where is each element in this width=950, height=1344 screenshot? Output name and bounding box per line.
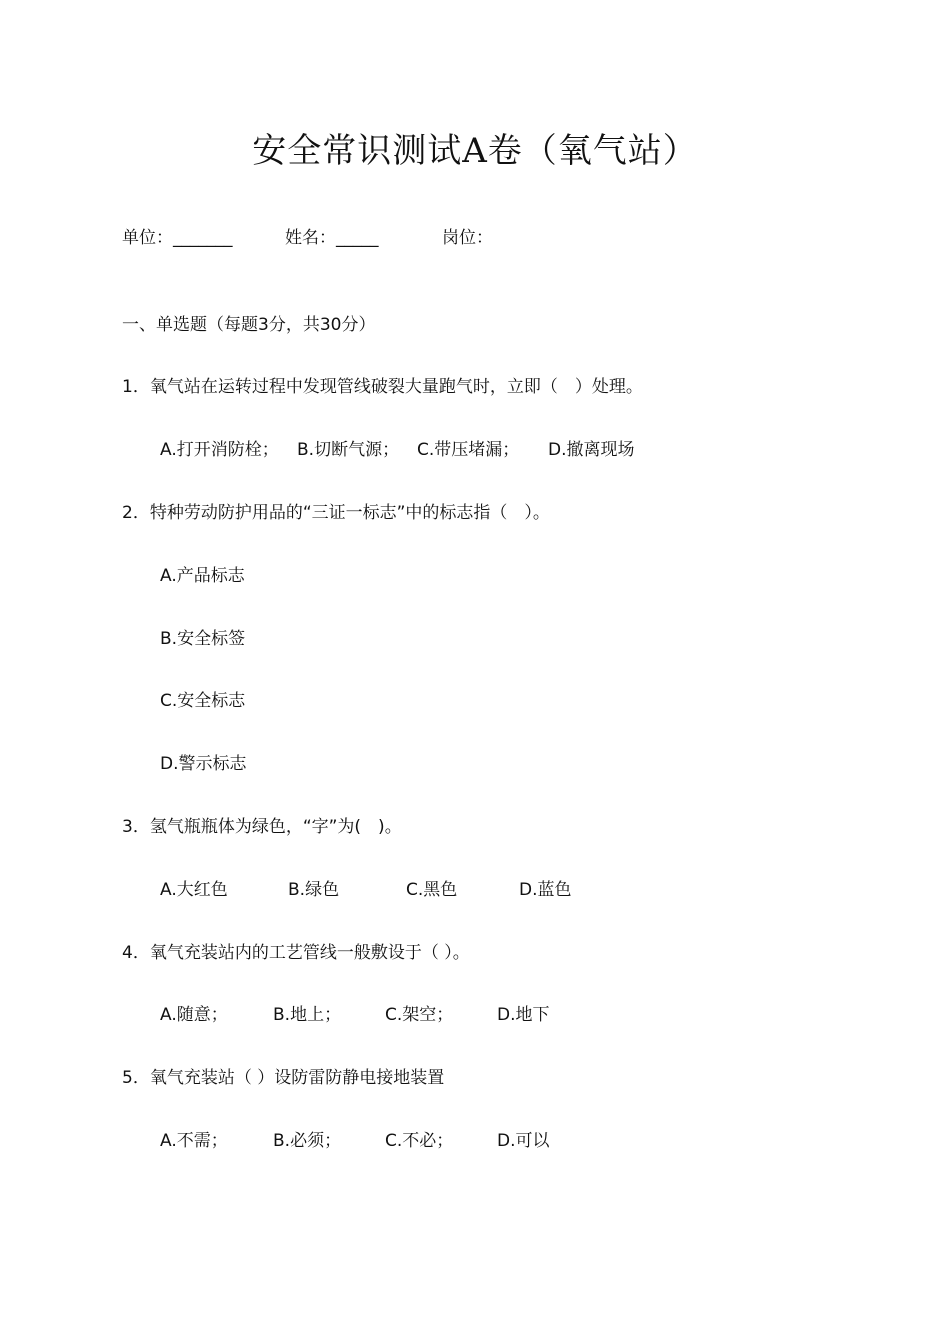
info-line [122, 226, 822, 250]
option-b: B.地上； [273, 1005, 342, 1025]
question-options [160, 878, 860, 902]
option-d: D.地下 [497, 1005, 550, 1025]
option-d: D.蓝色 [519, 880, 572, 900]
section-heading: 一、单选题（每题3分，共30分） [122, 315, 376, 335]
unit-field: 单位：_______ [122, 228, 233, 248]
document-title: 安全常识测试A卷（氧气站） [252, 131, 698, 171]
option-c: C.黑色 [406, 880, 458, 900]
option-a: A.随意； [160, 1005, 228, 1025]
option-a: A.产品标志 [160, 566, 245, 586]
option-a: A.大红色 [160, 880, 228, 900]
question-stem: 5．氧气充装站（ ）设防雷防静电接地装置 [122, 1068, 445, 1088]
question-options [160, 1003, 860, 1027]
question-stem: 2．特种劳动防护用品的“三证一标志”中的标志指（ ）。 [122, 503, 550, 523]
option-c: C.带压堵漏； [417, 440, 520, 460]
question-options [160, 1129, 860, 1153]
name-field: 姓名：_____ [285, 228, 379, 248]
option-b: B.切断气源； [297, 440, 400, 460]
option-a: A.不需； [160, 1131, 228, 1151]
question-stem: 4．氧气充装站内的工艺管线一般敷设于（ ）。 [122, 943, 470, 963]
option-a: A.打开消防栓； [160, 440, 279, 460]
option-c: C.不必； [385, 1131, 454, 1151]
question-stem: 3．氢气瓶瓶体为绿色，“字”为( )。 [122, 817, 402, 837]
question-stem: 1．氧气站在运转过程中发现管线破裂大量跑气时，立即（ ）处理。 [122, 377, 643, 397]
option-d: D.可以 [497, 1131, 550, 1151]
option-c: C.架空； [385, 1005, 454, 1025]
option-b: B.绿色 [288, 880, 340, 900]
option-b: B.必须； [273, 1131, 342, 1151]
option-c: C.安全标志 [160, 691, 246, 711]
post-field: 岗位： [442, 228, 493, 248]
option-b: B.安全标签 [160, 629, 246, 649]
option-d: D.警示标志 [160, 754, 247, 774]
option-d: D.撤离现场 [548, 440, 635, 460]
question-options [160, 438, 860, 462]
